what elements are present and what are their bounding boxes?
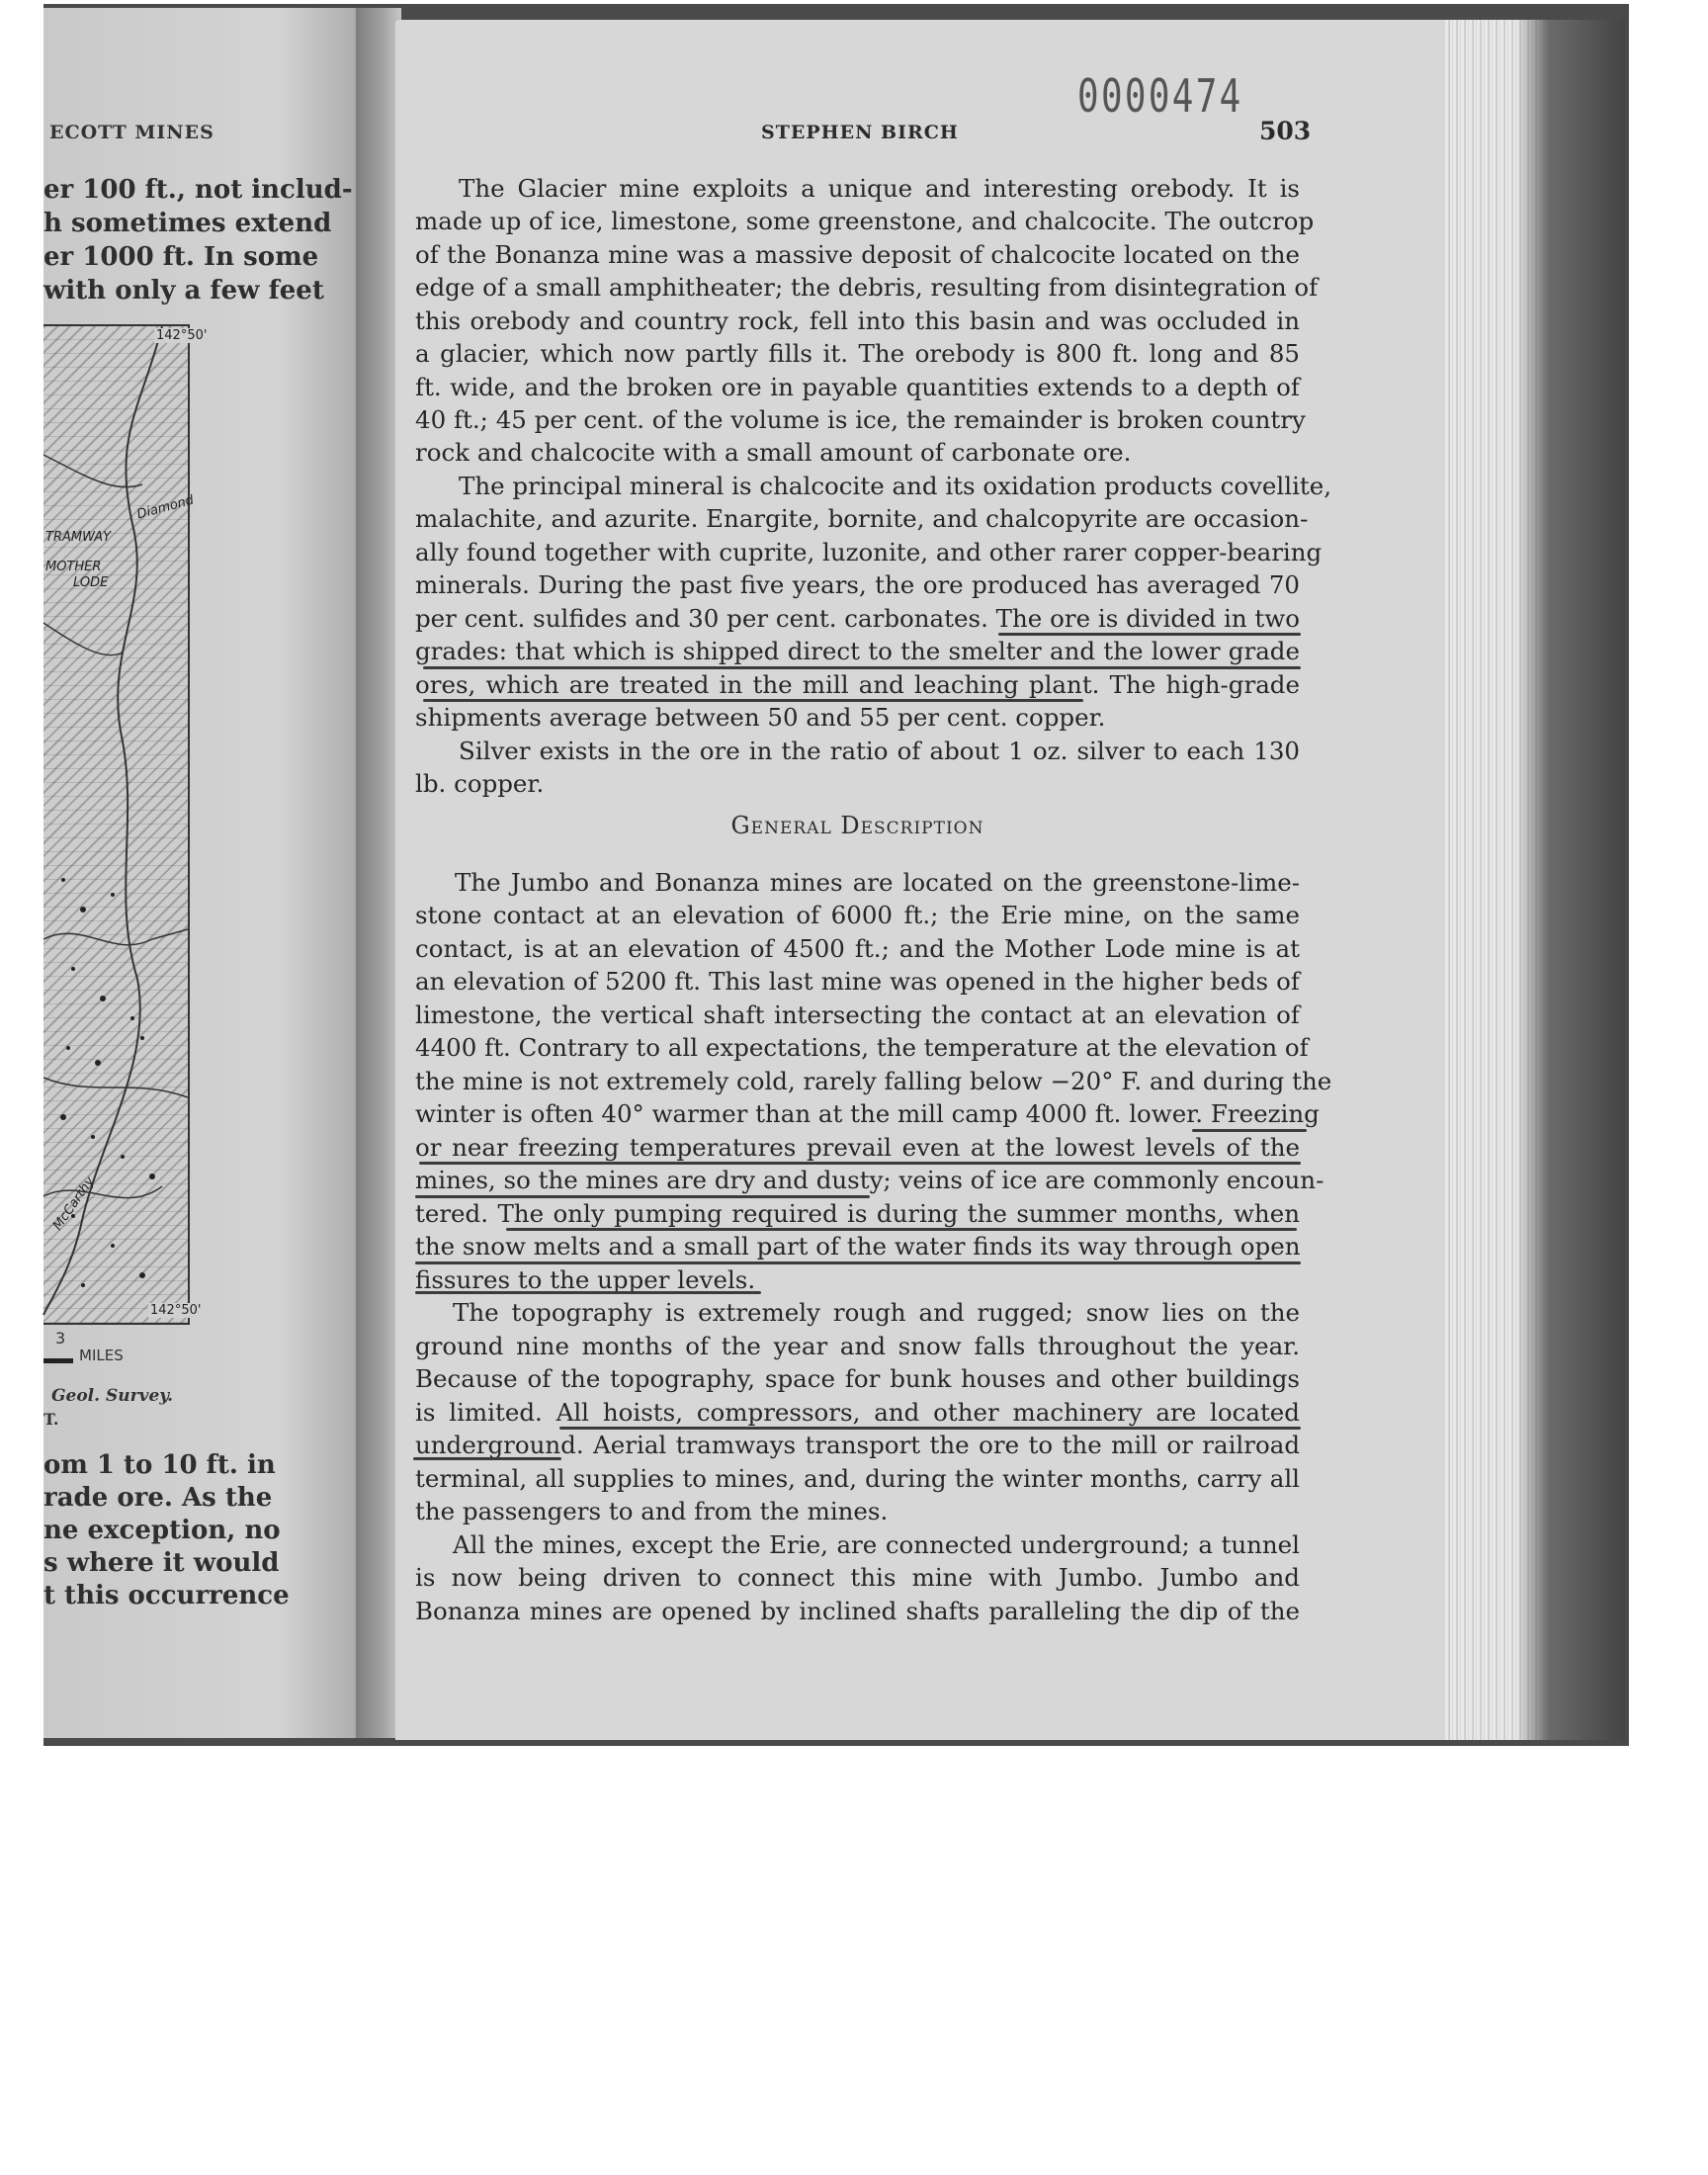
- map-linework: [43, 326, 188, 1323]
- pencil-underline: [423, 666, 1301, 669]
- text-line: fissures to the upper levels.: [415, 1265, 756, 1294]
- text-line: ally found together with cuprite, luzonite, and other rarer copper-bearing: [415, 538, 1323, 566]
- text-line: per cent. sulfides and 30 per cent. carbonates. The ore is divided in two: [415, 604, 1300, 633]
- text-line: of the Bonanza mine was a massive deposit of chalcocite located on the: [415, 240, 1300, 269]
- text-line: tered. The only pumping required is during the summer months, when: [415, 1199, 1300, 1228]
- pencil-underline: [1192, 1129, 1307, 1132]
- text-line: limestone, the vertical shaft intersecting the contact at an elevation of: [415, 1000, 1300, 1029]
- left-text-line: h sometimes extend: [43, 209, 332, 238]
- geologic-map: [43, 324, 208, 1325]
- text-line: ground nine months of the year and snow falls throughout the year.: [415, 1332, 1300, 1360]
- pencil-underline: [415, 1195, 870, 1198]
- text-line: this orebody and country rock, fell into this basin and was occluded in: [415, 306, 1300, 335]
- text-line: grades: that which is shipped direct to the smelter and the lower grade: [415, 637, 1300, 665]
- pencil-underline: [415, 1262, 1301, 1264]
- map-scale-number: 3: [55, 1329, 66, 1348]
- text-line: the mine is not extremely cold, rarely falling below −20° F. and during the: [415, 1067, 1332, 1095]
- text-line: 40 ft.; 45 per cent. of the volume is ice, the remainder is broken country: [415, 405, 1306, 434]
- text-line: minerals. During the past five years, the ore produced has averaged 70: [415, 570, 1300, 599]
- left-text-line: ne exception, no: [43, 1516, 281, 1545]
- document-stamp: 0000474: [1077, 69, 1243, 123]
- running-head: STEPHEN BIRCH: [761, 122, 959, 143]
- text-line: the passengers to and from the mines.: [415, 1497, 889, 1525]
- map-source-2: T.: [43, 1410, 59, 1429]
- map-source: Geol. Survey.: [51, 1386, 174, 1406]
- left-text-line: with only a few feet: [43, 276, 324, 305]
- pencil-underline: [506, 1228, 1297, 1231]
- text-line: is now being driven to connect this mine with Jumbo. Jumbo and: [415, 1563, 1300, 1592]
- text-line: contact, is at an elevation of 4500 ft.; and the Mother Lode mine is at: [415, 934, 1300, 963]
- left-text-line: om 1 to 10 ft. in: [43, 1450, 276, 1480]
- text-line: winter is often 40° warmer than at the mill camp 4000 ft. lower. Freezing: [415, 1099, 1320, 1128]
- text-line: edge of a small amphitheater; the debris, resulting from disintegration of: [415, 273, 1319, 302]
- section-heading: General Description: [730, 812, 984, 839]
- text-line: Silver exists in the ore in the ratio of about 1 oz. silver to each 130: [459, 737, 1300, 765]
- map-tick-top: 142°50': [156, 328, 208, 343]
- text-line: mines, so the mines are dry and dusty; veins of ice are commonly encoun-: [415, 1166, 1324, 1194]
- text-line: The topography is extremely rough and rugged; snow lies on the: [453, 1298, 1300, 1327]
- text-line: The Jumbo and Bonanza mines are located on the greenstone-lime-: [455, 868, 1300, 897]
- map-tick-bottom: 142°50': [150, 1303, 202, 1318]
- page-number: 503: [1259, 117, 1312, 145]
- map-label: LODE: [73, 575, 109, 590]
- left-running-head: ECOTT MINES: [49, 122, 214, 143]
- text-line: or near freezing temperatures prevail even at the lowest levels of the: [415, 1133, 1300, 1162]
- pencil-underline: [413, 1457, 561, 1460]
- left-text-line: er 1000 ft. In some: [43, 242, 319, 272]
- pencil-underline: [559, 1427, 1301, 1430]
- left-text-line: s where it would: [43, 1548, 280, 1578]
- left-text-line: rade ore. As the: [43, 1483, 273, 1513]
- map-scale-unit: MILES: [79, 1347, 124, 1364]
- text-line: terminal, all supplies to mines, and, during the winter months, carry all: [415, 1464, 1300, 1493]
- text-line: All the mines, except the Erie, are connected underground; a tunnel: [453, 1530, 1300, 1559]
- text-line: shipments average between 50 and 55 per cent. copper.: [415, 703, 1106, 732]
- pencil-underline: [415, 1291, 761, 1294]
- pencil-underline: [419, 1162, 1301, 1165]
- text-line: The Glacier mine exploits a unique and interesting orebody. It is: [459, 174, 1300, 203]
- text-line: an elevation of 5200 ft. This last mine was opened in the higher beds of: [415, 967, 1300, 996]
- page-edges: [1445, 20, 1625, 1740]
- text-line: underground. Aerial tramways transport the ore to the mill or railroad: [415, 1431, 1300, 1459]
- text-line: malachite, and azurite. Enargite, bornite, and chalcopyrite are occasion-: [415, 504, 1309, 533]
- text-line: ores, which are treated in the mill and leaching plant. The high-grade: [415, 670, 1300, 699]
- map-label: Diamond: [135, 492, 196, 523]
- text-line: 4400 ft. Contrary to all expectations, the temperature at the elevation of: [415, 1033, 1309, 1062]
- text-line: ft. wide, and the broken ore in payable quantities extends to a depth of: [415, 373, 1300, 401]
- text-line: lb. copper.: [415, 769, 545, 798]
- text-line: Bonanza mines are opened by inclined shafts paralleling the dip of the: [415, 1597, 1300, 1625]
- left-text-line: er 100 ft., not includ-: [43, 175, 353, 205]
- text-line: the snow melts and a small part of the water finds its way through open: [415, 1232, 1301, 1261]
- pencil-underline: [423, 699, 1083, 702]
- text-line: is limited. All hoists, compressors, and other machinery are located: [415, 1398, 1300, 1427]
- text-line: stone contact at an elevation of 6000 ft.; the Erie mine, on the same: [415, 901, 1300, 929]
- text-line: a glacier, which now partly fills it. The orebody is 800 ft. long and 85: [415, 339, 1300, 368]
- text-line: The principal mineral is chalcocite and its oxidation products covellite,: [459, 472, 1332, 500]
- text-line: Because of the topography, space for bunk houses and other buildings: [415, 1364, 1300, 1393]
- map-scale-bar: [43, 1358, 73, 1363]
- map-label: MOTHER: [45, 560, 102, 574]
- text-line: made up of ice, limestone, some greenstone, and chalcocite. The outcrop: [415, 207, 1315, 235]
- left-text-line: t this occurrence: [43, 1581, 290, 1610]
- map-label: TRAMWAY: [45, 530, 112, 545]
- map-label: McCarthy: [50, 1174, 98, 1234]
- pencil-underline: [998, 633, 1301, 636]
- text-line: rock and chalcocite with a small amount of carbonate ore.: [415, 438, 1132, 467]
